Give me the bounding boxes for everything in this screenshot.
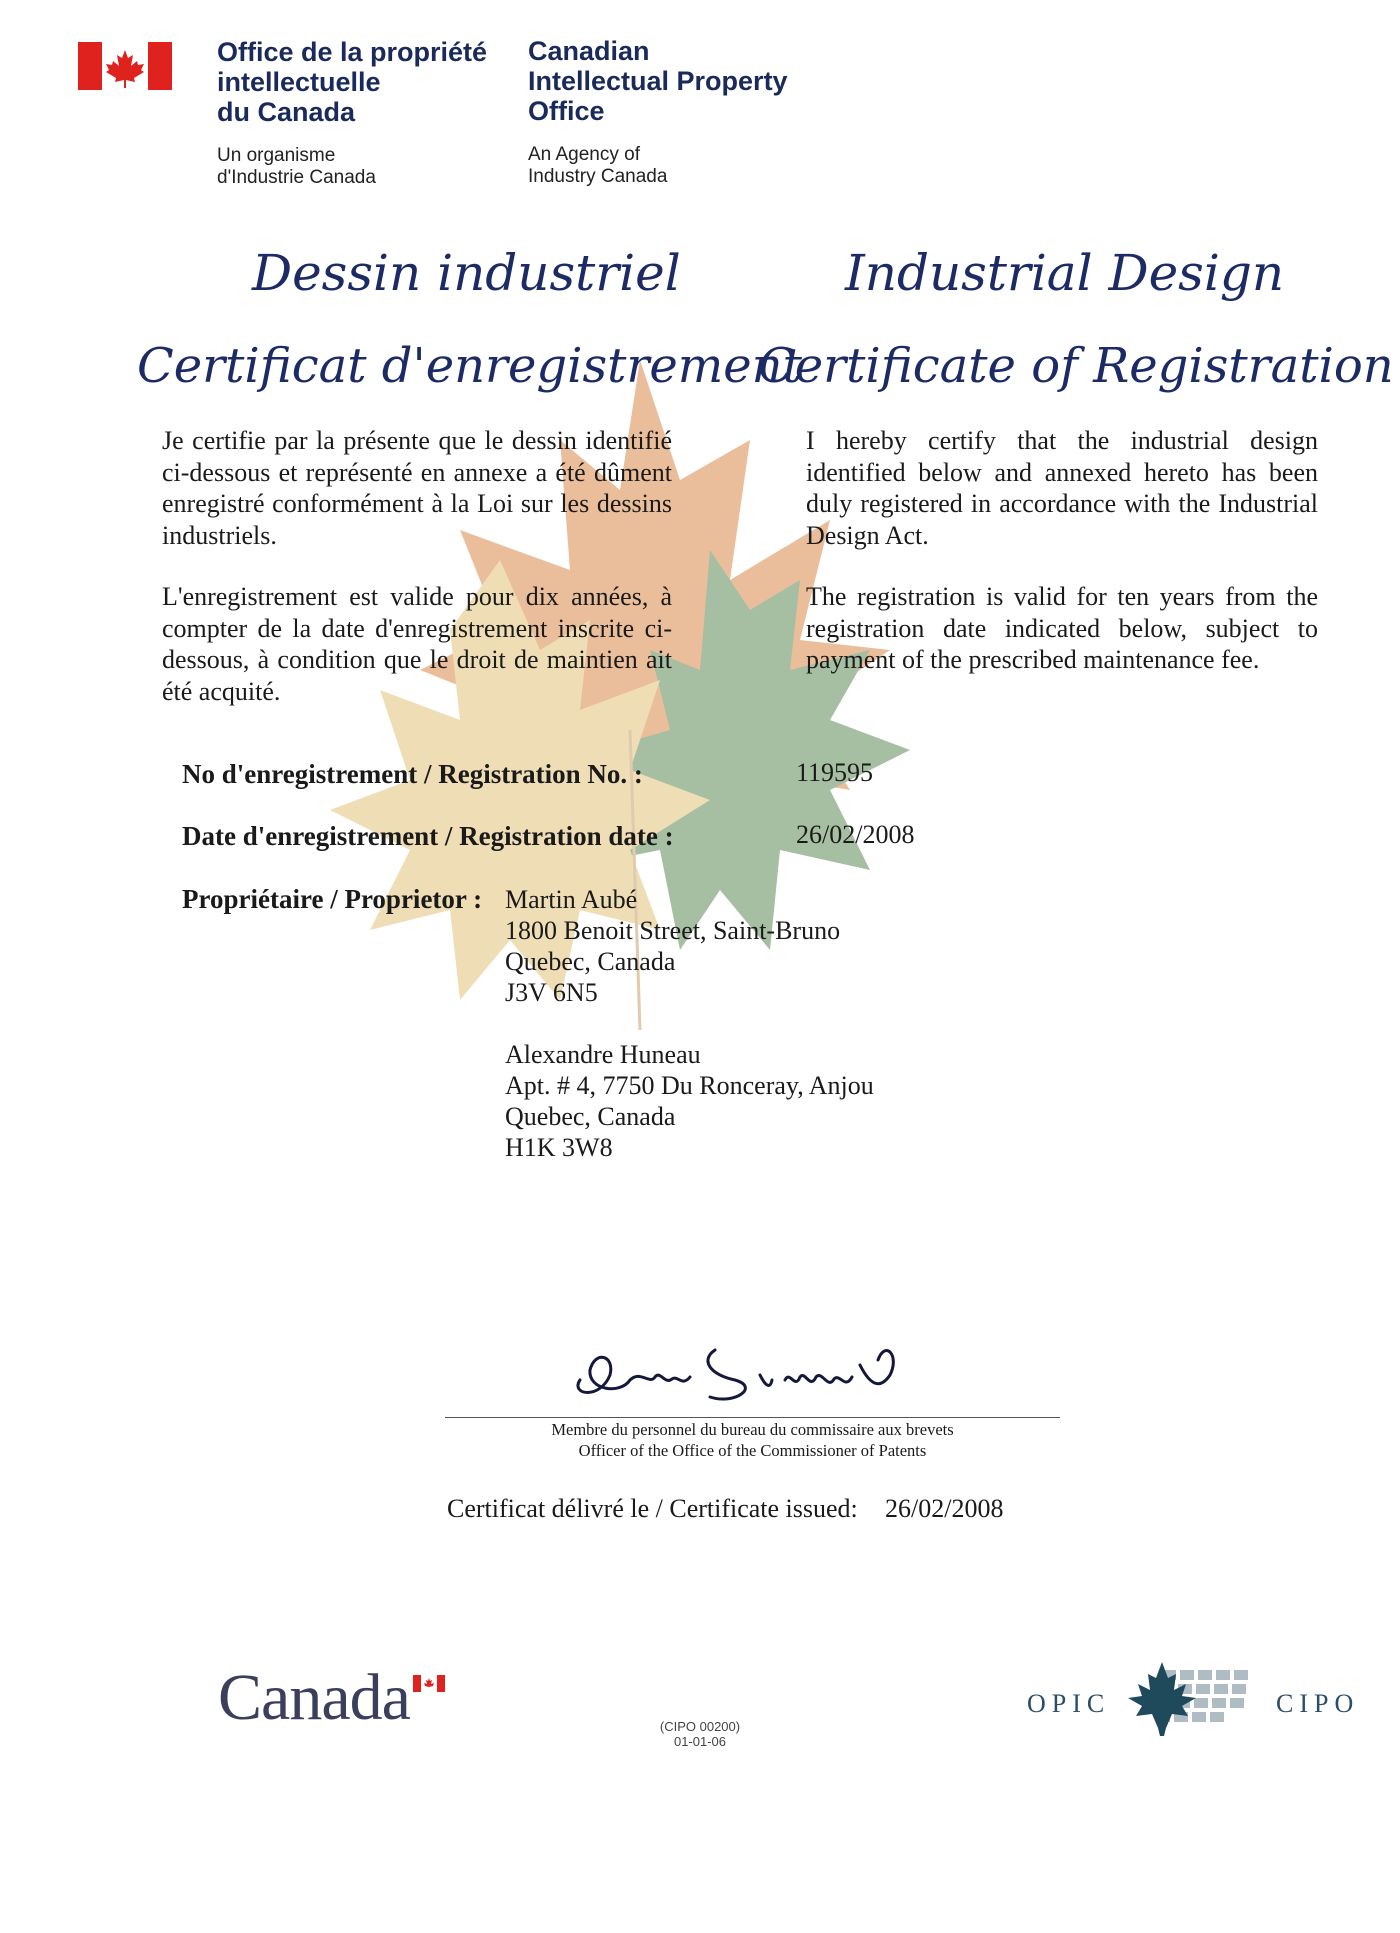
address-line: Martin Aubé [505,885,638,914]
title-fr-bottom: Certificat d'enregistrement [137,338,802,394]
header-en-line: Office [528,96,605,126]
canada-wordmark [218,1660,410,1736]
header-en-line: Canadian [528,36,650,66]
form-code [640,1719,760,1749]
signature-line [445,1417,1060,1418]
header-en-line: Intellectual Property [528,66,788,96]
address-line: Quebec, Canada [505,947,676,976]
header-en [528,36,788,188]
registration-number-label: No d'enregistrement / Registration No. : [182,759,643,789]
header-fr-line: intellectuelle [217,67,381,97]
proprietor-address [505,884,840,1008]
form-code-date: 01-01-06 [673,1734,727,1749]
body-fr-paragraph: Je certifie par la présente que le dessin identifié ci-dessous et représenté en annexe a été dûment enregistré conformément à la Loi sur les dessins industriels. [162,426,672,550]
header-fr [217,37,487,189]
opic-label: OPIC [1027,1689,1111,1718]
form-code-number: (CIPO 00200) [659,1719,741,1734]
body-en [806,425,1318,706]
issued-date: 26/02/2008 [885,1494,1004,1523]
header-fr-sub: d'Industrie Canada [217,167,376,188]
address-line: 1800 Benoit Street, Saint-Bruno [505,916,841,945]
header-en-sub: An Agency of [528,144,640,165]
title-en-top: Industrial Design [845,244,1285,302]
body-fr-paragraph: L'enregistrement est valide pour dix années, à compter de la date d'enregistrement inscrite ci-dessous, à condition que le droit de maintien ait été acquité. [162,582,672,706]
registration-date-label: Date d'enregistrement / Registration date : [182,821,674,851]
wordmark-flag-icon [413,1675,445,1692]
registration-date: 26/02/2008 [796,820,915,849]
title-fr-top: Dessin industriel [252,244,681,302]
header-fr-line: Office de la propriété [217,37,488,67]
issued-label: Certificat délivré le / Certificate issued: [447,1494,858,1523]
canada-wordmark-text: Canada [218,1661,410,1734]
header-fr-line: du Canada [217,97,356,127]
header-en-sub: Industry Canada [528,166,668,187]
address-line: Apt. # 4, 7750 Du Ronceray, Anjou [505,1071,874,1100]
proprietor-address [505,1039,874,1163]
officer-title [445,1419,1060,1461]
officer-title-fr: Membre du personnel du bureau du commissaire aux brevets [551,1420,954,1439]
header-fr-sub: Un organisme [217,145,336,166]
opic-cipo-logo [1122,1660,1262,1740]
address-line: J3V 6N5 [505,978,598,1007]
canada-flag-icon [78,42,172,90]
body-fr [162,425,672,737]
officer-title-en: Officer of the Office of the Commissioner of Patents [578,1441,927,1460]
signature [560,1335,920,1410]
address-line: Quebec, Canada [505,1102,676,1131]
registration-number: 119595 [796,758,874,787]
address-line: Alexandre Huneau [505,1040,701,1069]
address-line: H1K 3W8 [505,1133,613,1162]
cipo-label: CIPO [1276,1689,1360,1718]
title-en-bottom: Certificate of Registration [758,338,1394,394]
proprietor-label: Propriétaire / Proprietor : [182,884,483,914]
body-en-paragraph: I hereby certify that the industrial design identified below and annexed hereto has been duly registered in accordance with the Industrial Design Act. [806,426,1318,550]
body-en-paragraph: The registration is valid for ten years from the registration date indicated below, subject to payment of the prescribed maintenance fee. [806,582,1318,674]
